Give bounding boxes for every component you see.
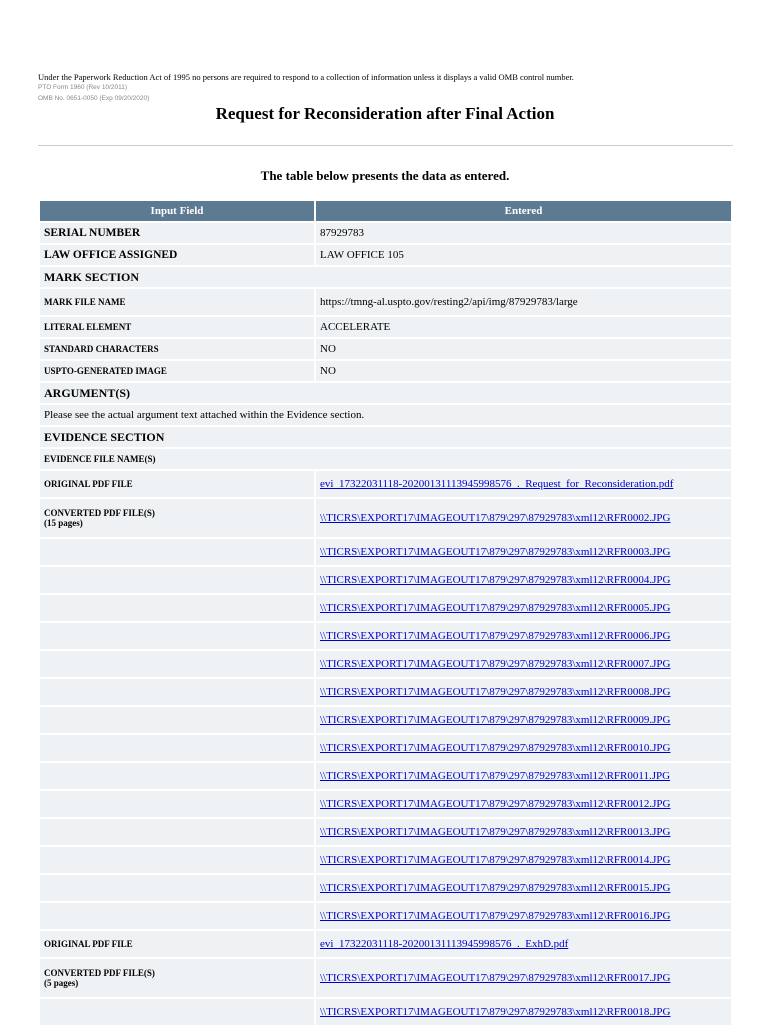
uspto-generated-image-value: NO — [316, 361, 731, 381]
law-office-value: LAW OFFICE 105 — [316, 245, 731, 265]
table-row — [40, 471, 731, 497]
section-row — [40, 427, 731, 447]
table-row — [40, 651, 731, 677]
original-pdf-label: ORIGINAL PDF FILE — [40, 471, 314, 497]
table-row — [40, 707, 731, 733]
converted-file-link[interactable]: \\TICRS\EXPORT17\IMAGEOUT17\879\297\87929783\xml12\RFR0011.JPG — [316, 763, 731, 789]
table-row — [40, 819, 731, 845]
converted-file-link[interactable]: \\TICRS\EXPORT17\IMAGEOUT17\879\297\87929783\xml12\RFR0002.JPG — [316, 499, 731, 537]
table-row — [40, 223, 731, 243]
standard-characters-label: STANDARD CHARACTERS — [40, 339, 314, 359]
evidence-section-heading: EVIDENCE SECTION — [40, 427, 731, 447]
empty-cell — [40, 539, 314, 565]
table-row — [40, 763, 731, 789]
table-row — [40, 449, 731, 469]
section-row — [40, 267, 731, 287]
empty-cell — [40, 651, 314, 677]
empty-cell — [40, 595, 314, 621]
page-title: Request for Reconsideration after Final Action — [215, 104, 555, 123]
table-row — [40, 245, 731, 265]
table-row — [40, 405, 731, 425]
table-row — [40, 875, 731, 901]
literal-element-label: LITERAL ELEMENT — [40, 317, 314, 337]
table-row — [40, 317, 731, 337]
converted-file-link[interactable]: \\TICRS\EXPORT17\IMAGEOUT17\879\297\87929783\xml12\RFR0007.JPG — [316, 651, 731, 677]
converted-pdf-files-label: CONVERTED PDF FILE(S) — [44, 508, 155, 518]
empty-cell — [40, 999, 314, 1025]
converted-file-link[interactable]: \\TICRS\EXPORT17\IMAGEOUT17\879\297\87929783\xml12\RFR0006.JPG — [316, 623, 731, 649]
converted-pdf-label — [40, 959, 314, 997]
serial-number-value: 87929783 — [316, 223, 731, 243]
empty-cell — [40, 707, 314, 733]
table-row — [40, 567, 731, 593]
empty-cell — [40, 679, 314, 705]
converted-file-link[interactable]: \\TICRS\EXPORT17\IMAGEOUT17\879\297\87929783\xml12\RFR0017.JPG — [316, 959, 731, 997]
mark-file-name-value: https://tmng-al.uspto.gov/resting2/api/img/87929783/large — [316, 289, 731, 315]
empty-cell — [40, 791, 314, 817]
empty-cell — [40, 819, 314, 845]
converted-pdf-label — [40, 499, 314, 537]
evidence-file-names-label: EVIDENCE FILE NAME(S) — [40, 449, 731, 469]
uspto-generated-image-label: USPTO-GENERATED IMAGE — [40, 361, 314, 381]
table-row — [40, 999, 731, 1025]
original-pdf-link[interactable]: evi_17322031118-20200131113945998576_._Request_for_Reconsideration.pdf — [316, 471, 731, 497]
converted-pdf-page-count: (15 pages) — [44, 518, 83, 528]
table-row — [40, 735, 731, 761]
empty-cell — [40, 903, 314, 929]
argument-text: Please see the actual argument text attached within the Evidence section. — [40, 405, 731, 425]
column-header-input-field: Input Field — [40, 201, 314, 221]
omb-number: OMB No. 0651-0050 (Exp 09/20/2020) — [38, 95, 150, 102]
original-pdf-label: ORIGINAL PDF FILE — [40, 931, 314, 957]
converted-file-link[interactable]: \\TICRS\EXPORT17\IMAGEOUT17\879\297\87929783\xml12\RFR0008.JPG — [316, 679, 731, 705]
table-row — [40, 931, 731, 957]
converted-file-link[interactable]: \\TICRS\EXPORT17\IMAGEOUT17\879\297\87929783\xml12\RFR0015.JPG — [316, 875, 731, 901]
table-row — [40, 361, 731, 381]
converted-file-link[interactable]: \\TICRS\EXPORT17\IMAGEOUT17\879\297\87929783\xml12\RFR0012.JPG — [316, 791, 731, 817]
empty-cell — [40, 623, 314, 649]
converted-pdf-files-label: CONVERTED PDF FILE(S) — [44, 968, 155, 978]
original-pdf-link[interactable]: evi_17322031118-20200131113945998576_._ExhD.pdf — [316, 931, 731, 957]
serial-number-label: SERIAL NUMBER — [40, 223, 314, 243]
converted-file-link[interactable]: \\TICRS\EXPORT17\IMAGEOUT17\879\297\87929783\xml12\RFR0009.JPG — [316, 707, 731, 733]
table-row — [40, 679, 731, 705]
empty-cell — [40, 763, 314, 789]
mark-section-heading: MARK SECTION — [40, 267, 731, 287]
entered-data-table — [38, 199, 733, 1027]
table-caption: The table below presents the data as entered. — [260, 168, 510, 183]
converted-pdf-page-count: (5 pages) — [44, 978, 79, 988]
table-row — [40, 289, 731, 315]
converted-file-link[interactable]: \\TICRS\EXPORT17\IMAGEOUT17\879\297\87929783\xml12\RFR0016.JPG — [316, 903, 731, 929]
empty-cell — [40, 875, 314, 901]
converted-file-link[interactable]: \\TICRS\EXPORT17\IMAGEOUT17\879\297\87929783\xml12\RFR0018.JPG — [316, 999, 731, 1025]
empty-cell — [40, 567, 314, 593]
table-row — [40, 959, 731, 997]
empty-cell — [40, 847, 314, 873]
divider — [38, 145, 733, 146]
empty-cell — [40, 735, 314, 761]
converted-file-link[interactable]: \\TICRS\EXPORT17\IMAGEOUT17\879\297\87929783\xml12\RFR0013.JPG — [316, 819, 731, 845]
converted-file-link[interactable]: \\TICRS\EXPORT17\IMAGEOUT17\879\297\87929783\xml12\RFR0004.JPG — [316, 567, 731, 593]
mark-file-name-label: MARK FILE NAME — [40, 289, 314, 315]
converted-file-link[interactable]: \\TICRS\EXPORT17\IMAGEOUT17\879\297\87929783\xml12\RFR0003.JPG — [316, 539, 731, 565]
table-row — [40, 499, 731, 537]
column-header-entered: Entered — [316, 201, 731, 221]
table-row — [40, 903, 731, 929]
converted-file-link[interactable]: \\TICRS\EXPORT17\IMAGEOUT17\879\297\87929783\xml12\RFR0010.JPG — [316, 735, 731, 761]
table-row — [40, 595, 731, 621]
table-row — [40, 539, 731, 565]
section-row — [40, 383, 731, 403]
table-row — [40, 623, 731, 649]
standard-characters-value: NO — [316, 339, 731, 359]
law-office-label: LAW OFFICE ASSIGNED — [40, 245, 314, 265]
table-header-row — [40, 201, 731, 221]
table-row — [40, 339, 731, 359]
table-row — [40, 847, 731, 873]
converted-file-link[interactable]: \\TICRS\EXPORT17\IMAGEOUT17\879\297\87929783\xml12\RFR0014.JPG — [316, 847, 731, 873]
converted-file-link[interactable]: \\TICRS\EXPORT17\IMAGEOUT17\879\297\87929783\xml12\RFR0005.JPG — [316, 595, 731, 621]
literal-element-value: ACCELERATE — [316, 317, 731, 337]
argument-section-heading: ARGUMENT(S) — [40, 383, 731, 403]
pto-form-number: PTO Form 1960 (Rev 10/2011) — [38, 84, 127, 91]
paperwork-notice: Under the Paperwork Reduction Act of 1995 no persons are required to respond to a collection of information unless it displays a valid OMB control number. — [38, 72, 574, 82]
table-row — [40, 791, 731, 817]
